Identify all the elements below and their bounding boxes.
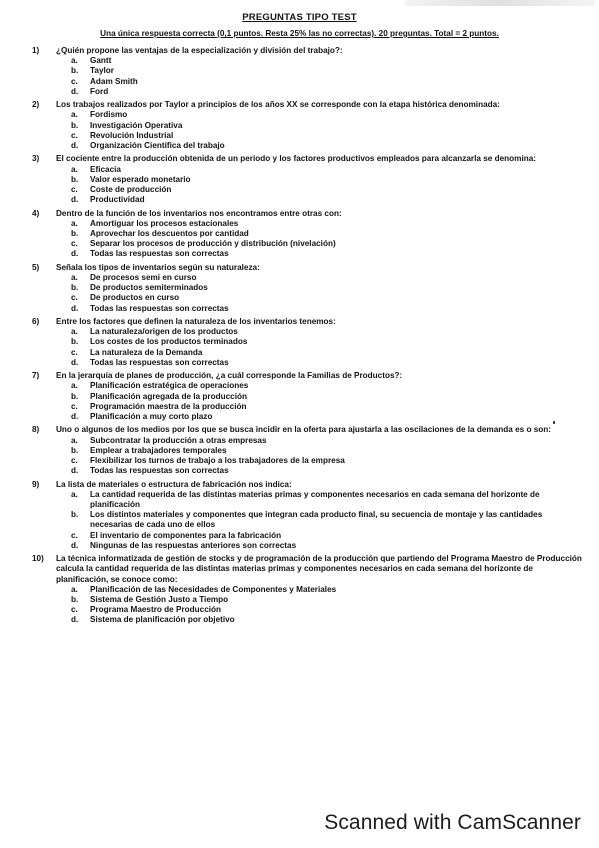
option-letter: d. — [71, 540, 79, 550]
question-text: Dentro de la función de los inventarios nos encontramos entre otras con: — [56, 208, 342, 218]
question-header — [32, 263, 584, 273]
question-number: 3) — [32, 154, 40, 164]
answer-options — [71, 327, 584, 368]
option-text: Productividad — [90, 195, 145, 205]
question-number: 6) — [32, 317, 40, 327]
option-letter: d. — [71, 195, 79, 205]
answer-option — [71, 510, 584, 530]
option-letter: b. — [71, 174, 79, 184]
question-text: La lista de materiales o estructura de fabricación nos indica: — [56, 479, 292, 489]
option-text: Los distintos materiales y componentes que integran cada producto final, su secuencia de montaje y las cantidades necesarias de cada uno de ellos — [90, 510, 543, 530]
answer-options — [71, 219, 584, 260]
question-list — [32, 46, 584, 629]
question-number: 7) — [32, 371, 40, 381]
option-text: Todas las respuestas son correctas — [90, 466, 229, 476]
question-header — [32, 480, 584, 490]
option-letter: c. — [71, 530, 78, 540]
answer-options — [71, 490, 584, 551]
option-letter: d. — [71, 357, 79, 367]
question-header — [32, 154, 584, 164]
answer-option — [71, 87, 584, 97]
answer-option — [71, 56, 584, 66]
question-6 — [32, 317, 584, 368]
option-text: La naturaleza/origen de los productos — [90, 327, 238, 337]
answer-option — [71, 358, 584, 368]
answer-options — [71, 585, 584, 626]
option-text: Planificación estratégica de operaciones — [90, 381, 249, 391]
option-text: Programación maestra de la producción — [90, 401, 247, 411]
answer-option — [71, 293, 584, 303]
option-text: Fordismo — [90, 110, 128, 120]
answer-options — [71, 381, 584, 422]
option-text: De procesos semi en curso — [90, 273, 197, 283]
option-text: Adam Smith — [90, 76, 138, 86]
question-header — [32, 371, 584, 381]
answer-option — [71, 327, 584, 337]
option-letter: a. — [71, 381, 78, 391]
answer-option — [71, 531, 584, 541]
question-number: 4) — [32, 208, 40, 218]
option-text: Taylor — [90, 66, 114, 76]
question-header — [32, 554, 584, 585]
option-letter: d. — [71, 615, 79, 625]
answer-options — [71, 110, 584, 151]
answer-option — [71, 304, 584, 314]
option-text: Separar los procesos de producción y distribución (nivelación) — [90, 239, 336, 249]
answer-option — [71, 249, 584, 259]
answer-option — [71, 412, 584, 422]
option-text: De productos semiterminados — [90, 283, 208, 293]
option-letter: b. — [71, 445, 79, 455]
option-text: Programa Maestro de Producción — [90, 605, 222, 615]
answer-option — [71, 446, 584, 456]
option-letter: c. — [71, 76, 78, 86]
question-number: 10) — [32, 554, 44, 564]
question-3 — [32, 154, 584, 205]
option-text: Todas las respuestas son correctas — [90, 357, 229, 367]
scan-speck — [553, 421, 555, 424]
option-text: Planificación agregada de la producción — [90, 391, 247, 401]
answer-option — [71, 77, 584, 87]
question-header — [32, 425, 584, 435]
answer-option — [71, 392, 584, 402]
option-letter: a. — [71, 327, 78, 337]
option-letter: d. — [71, 466, 79, 476]
option-letter: d. — [71, 141, 79, 151]
option-letter: c. — [71, 605, 78, 615]
option-letter: a. — [71, 435, 78, 445]
question-text: Entre los factores que definen la naturaleza de los inventarios tenemos: — [56, 317, 336, 327]
option-letter: b. — [71, 66, 79, 76]
option-text: Ningunas de las respuestas anteriores son correctas — [90, 540, 297, 550]
option-text: Coste de producción — [90, 185, 172, 195]
option-letter: a. — [71, 110, 78, 120]
answer-option — [71, 615, 584, 625]
option-text: Gantt — [90, 56, 112, 66]
question-text: Los trabajos realizados por Taylor a principios de los años XX se corresponde con la etapa histórica denominada: — [56, 100, 500, 110]
option-letter: c. — [71, 239, 78, 249]
answer-option — [71, 381, 584, 391]
question-number: 8) — [32, 425, 40, 435]
option-letter: b. — [71, 595, 79, 605]
answer-option — [71, 456, 584, 466]
option-letter: b. — [71, 337, 79, 347]
option-letter: d. — [71, 303, 79, 313]
question-9 — [32, 480, 584, 551]
option-letter: c. — [71, 293, 78, 303]
scanner-watermark: Scanned with CamScanner — [324, 811, 581, 834]
option-letter: a. — [71, 273, 78, 283]
answer-option — [71, 185, 584, 195]
answer-options — [71, 273, 584, 314]
answer-option — [71, 595, 584, 605]
question-number: 1) — [32, 46, 40, 55]
option-letter: a. — [71, 218, 78, 228]
option-text: Amortiguar los procesos estacionales — [90, 218, 239, 228]
option-text: Flexibilizar los turnos de trabajo a los trabajadores de la empresa — [90, 456, 345, 466]
answer-option — [71, 348, 584, 358]
answer-option — [71, 541, 584, 551]
option-text: Planificación de las Necesidades de Componentes y Materiales — [90, 584, 337, 594]
option-letter: b. — [71, 120, 79, 130]
option-letter: b. — [71, 510, 79, 520]
question-number: 9) — [32, 479, 40, 489]
answer-option — [71, 219, 584, 229]
answer-option — [71, 436, 584, 446]
answer-option — [71, 165, 584, 175]
question-4 — [32, 209, 584, 260]
answer-option — [71, 239, 584, 249]
option-text: Emplear a trabajadores temporales — [90, 445, 227, 455]
option-text: El inventario de componentes para la fabricación — [90, 530, 282, 540]
answer-options — [71, 436, 584, 477]
option-text: Revolución Industrial — [90, 130, 174, 140]
option-text: Eficacia — [90, 164, 121, 174]
option-letter: c. — [71, 185, 78, 195]
option-letter: a. — [71, 584, 78, 594]
option-text: La naturaleza de la Demanda — [90, 347, 203, 357]
answer-option — [71, 585, 584, 595]
question-header — [32, 209, 584, 219]
answer-option — [71, 466, 584, 476]
option-text: Valor esperado monetario — [90, 174, 191, 184]
option-text: Aprovechar los descuentos por cantidad — [90, 229, 249, 239]
answer-option — [71, 141, 584, 151]
option-letter: c. — [71, 130, 78, 140]
option-letter: b. — [71, 229, 79, 239]
question-header — [32, 46, 584, 56]
instructions-subtitle: Una única respuesta correcta (0,1 puntos. Resta 25% las no correctas). 20 preguntas. Total = 2 puntos. — [100, 29, 499, 38]
question-header — [32, 317, 584, 327]
scan-artifact — [405, 0, 595, 6]
option-letter: a. — [71, 489, 78, 499]
question-1 — [32, 46, 584, 97]
option-letter: b. — [71, 391, 79, 401]
option-text: Investigación Operativa — [90, 120, 183, 130]
option-text: Sistema de planificación por objetivo — [90, 615, 235, 625]
option-text: Planificación a muy corto plazo — [90, 412, 213, 422]
page-title: PREGUNTAS TIPO TEST — [242, 12, 357, 23]
question-text: El cociente entre la producción obtenida de un periodo y los factores productivos empleados para alcanzarla se denomina: — [56, 154, 536, 164]
option-letter: c. — [71, 456, 78, 466]
question-text: La técnica informatizada de gestión de stocks y de programación de la producción que partiendo del Programa Maestro de Producción calcula la cantidad requerida de las distintas materias primas y componentes necesarios en cada semana del horizonte de planificación, se conoce como: — [56, 554, 582, 584]
option-letter: d. — [71, 412, 79, 422]
answer-option — [71, 131, 584, 141]
answer-option — [71, 605, 584, 615]
question-10 — [32, 554, 584, 625]
answer-option — [71, 402, 584, 412]
question-8 — [32, 425, 584, 476]
option-letter: a. — [71, 56, 78, 66]
question-text: En la jerarquía de planes de producción, ¿a cuál corresponde la Familias de Productos?: — [56, 371, 403, 381]
question-number: 2) — [32, 100, 40, 110]
answer-option — [71, 490, 584, 510]
question-text: Señala los tipos de inventarios según su naturaleza: — [56, 262, 260, 272]
answer-option — [71, 337, 584, 347]
answer-options — [71, 165, 584, 206]
option-letter: b. — [71, 283, 79, 293]
answer-option — [71, 121, 584, 131]
option-text: Todas las respuestas son correctas — [90, 303, 229, 313]
question-5 — [32, 263, 584, 314]
answer-options — [71, 56, 584, 97]
option-text: La cantidad requerida de las distintas materias primas y componentes necesarios en cada semana del horizonte de planificación — [90, 489, 540, 510]
option-letter: d. — [71, 249, 79, 259]
option-letter: d. — [71, 86, 79, 96]
answer-option — [71, 229, 584, 239]
question-text: ¿Quién propone las ventajas de la especialización y división del trabajo?: — [56, 46, 343, 55]
answer-option — [71, 283, 584, 293]
option-text: Los costes de los productos terminados — [90, 337, 248, 347]
answer-option — [71, 175, 584, 185]
question-7 — [32, 371, 584, 422]
answer-option — [71, 195, 584, 205]
question-2 — [32, 100, 584, 151]
option-letter: a. — [71, 164, 78, 174]
answer-option — [71, 273, 584, 283]
option-text: De productos en curso — [90, 293, 180, 303]
question-number: 5) — [32, 262, 40, 272]
option-text: Subcontratar la producción a otras empresas — [90, 435, 267, 445]
option-letter: c. — [71, 347, 78, 357]
answer-option — [71, 110, 584, 120]
question-text: Uno o algunos de los medios por los que se busca incidir en la oferta para ajustarla a las oscilaciones de la demanda es o son: — [56, 425, 552, 435]
answer-option — [71, 66, 584, 76]
question-header — [32, 100, 584, 110]
option-text: Sistema de Gestión Justo a Tiempo — [90, 595, 229, 605]
option-letter: c. — [71, 401, 78, 411]
option-text: Ford — [90, 86, 109, 96]
option-text: Organización Científica del trabajo — [90, 141, 225, 151]
option-text: Todas las respuestas son correctas — [90, 249, 229, 259]
